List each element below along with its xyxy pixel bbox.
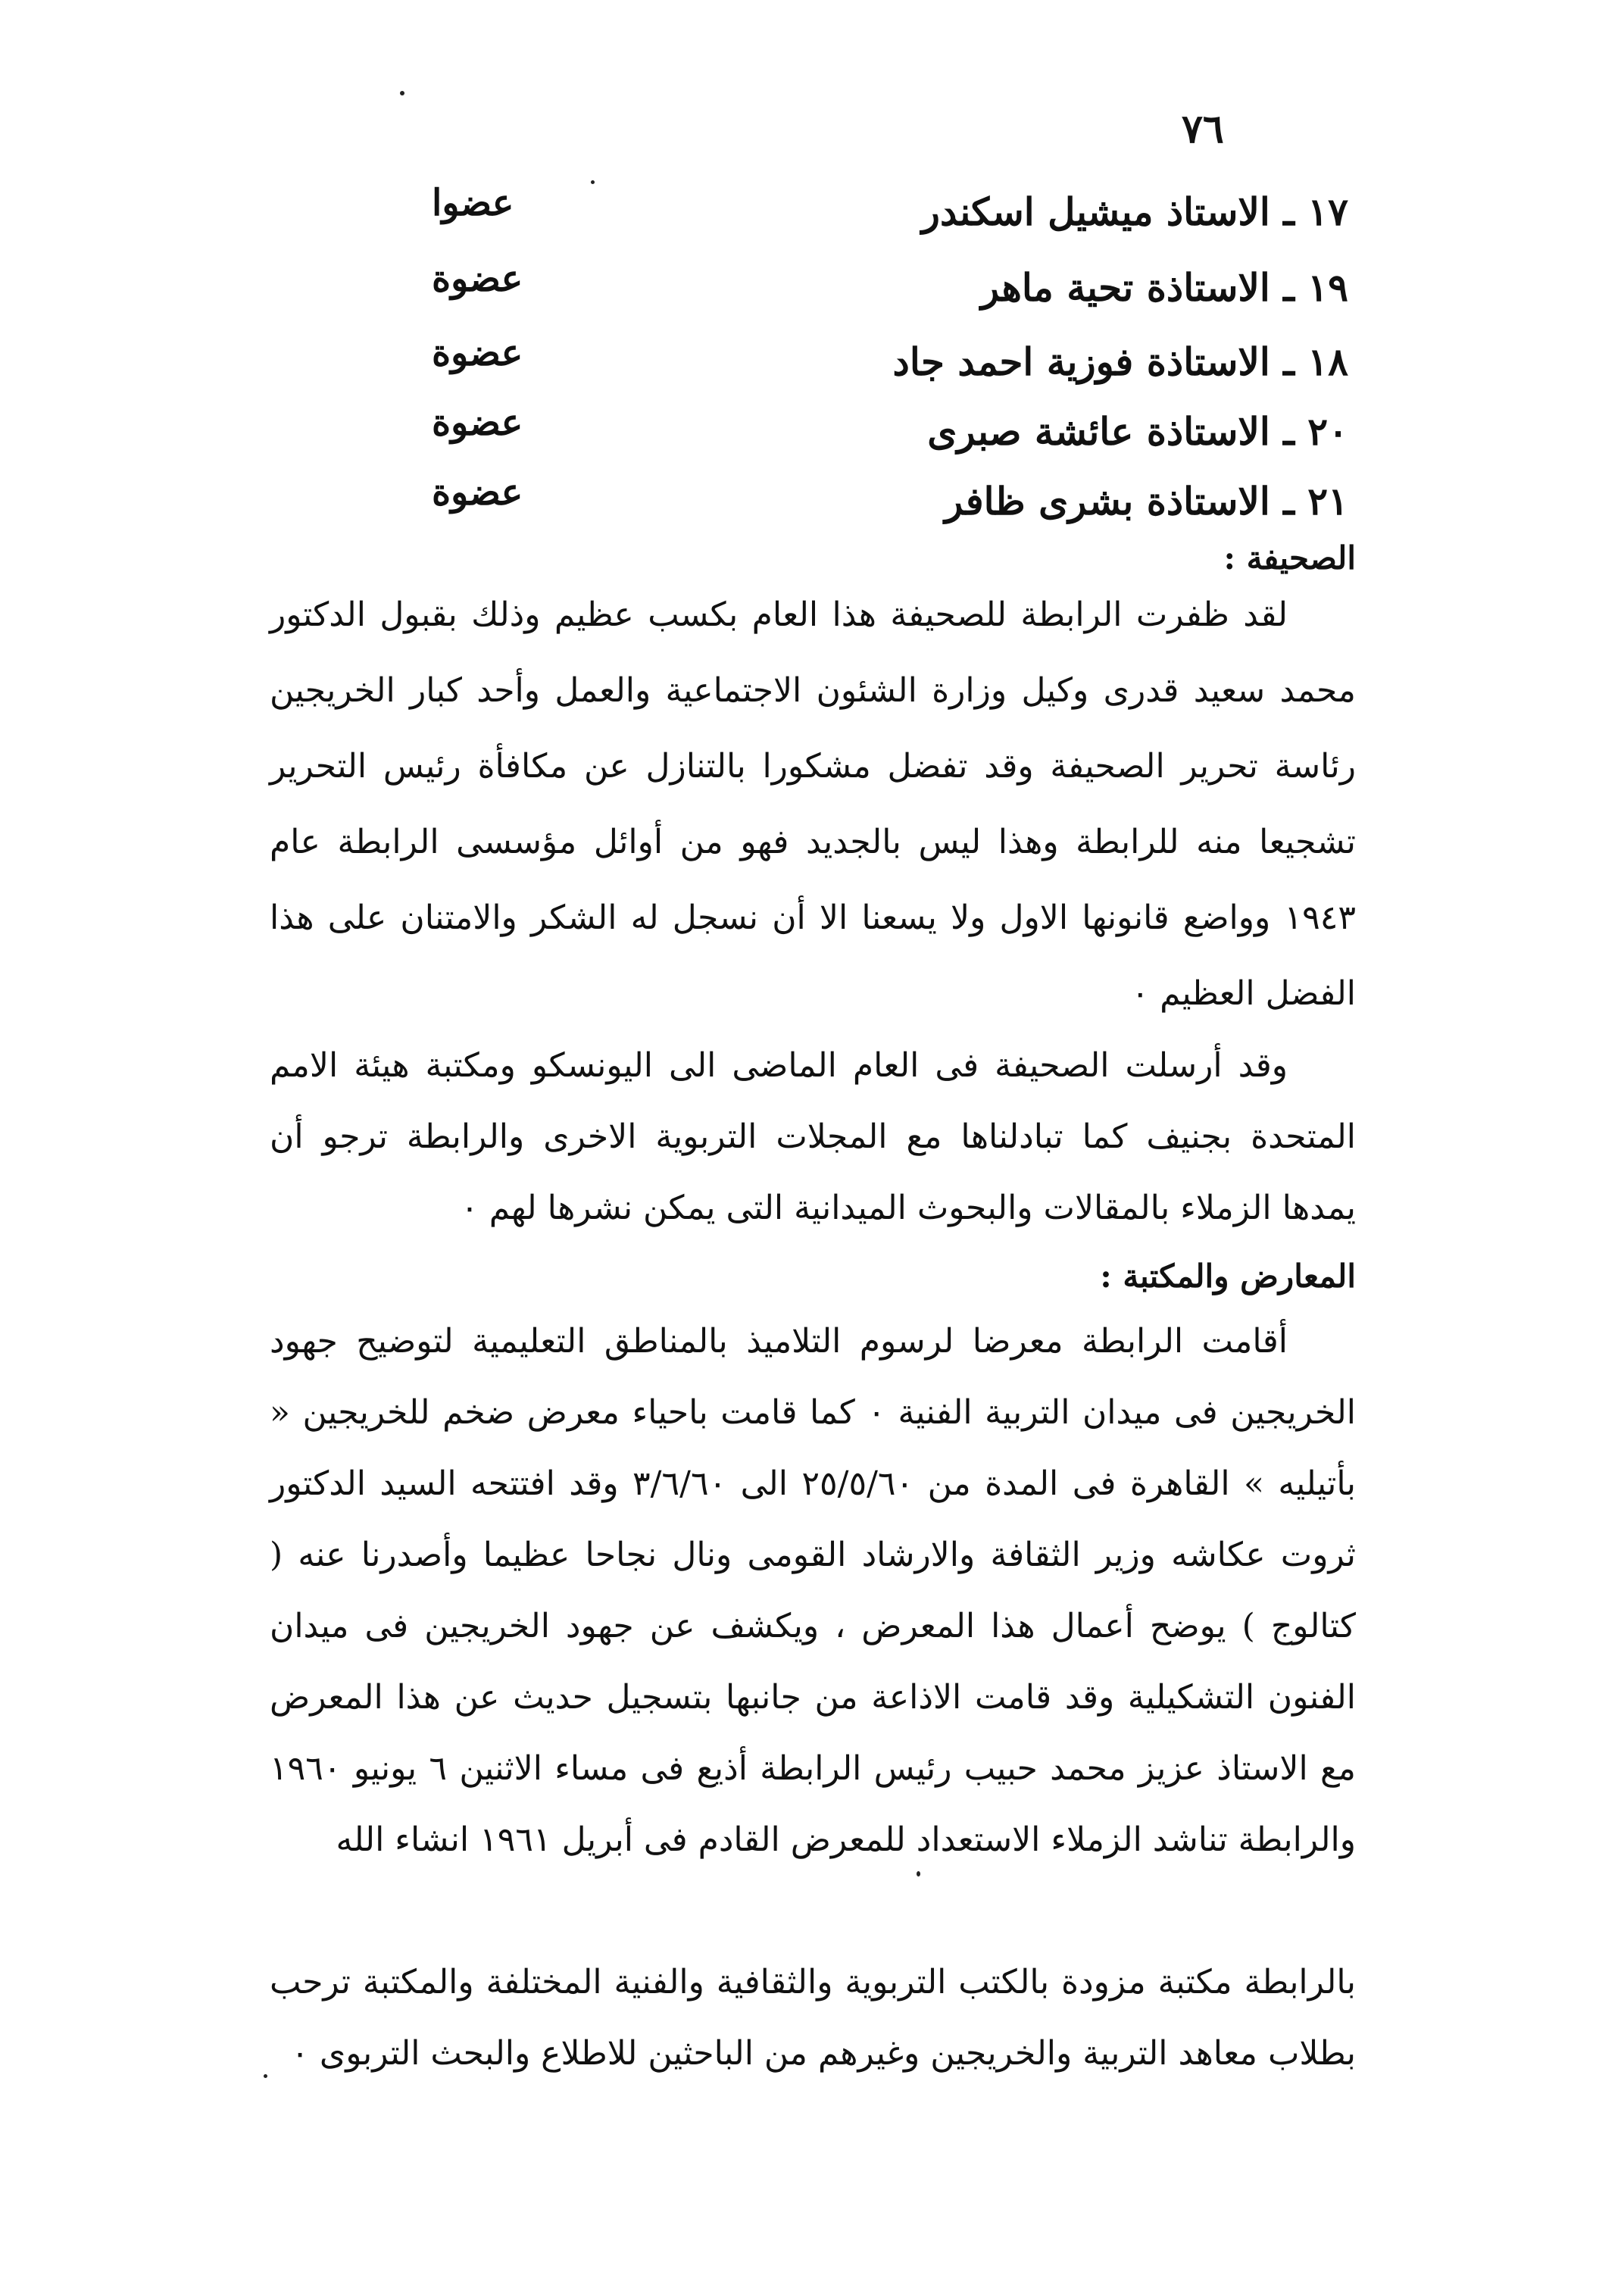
member-role: عضوة xyxy=(432,332,523,374)
member-row xyxy=(409,258,1348,333)
scan-speck xyxy=(264,2074,267,2078)
library-paragraph: بالرابطة مكتبة مزودة بالكتب التربوية والثقافية والفنية المختلفة والمكتبة ترحب بطلاب معاهد التربية والخريجين وغيرهم من الباحثين للاطلاع والبحث التربوى ٠ xyxy=(270,1963,1356,2073)
member-role: عضوة xyxy=(432,258,523,300)
newspaper-paragraph-1: لقد ظفرت الرابطة للصحيفة هذا العام بكسب عظيم وذلك بقبول الدكتور محمد سعيد قدرى وكيل وزارة الشئون الاجتماعية والعمل وأحد كبار الخريجين رئاسة تحرير الصحيفة وقد تفضل مشكورا بالتنازل عن مكافأة رئيس التحرير تشجيعا منه للرابطة وهذا ليس بالجديد فهو من أوائل مؤسسى الرابطة عام ١٩٤٣ وواضع قانونها الاول ولا يسعنا الا أن نسجل له الشكر والامتنان على هذا الفضل العظيم ٠ xyxy=(270,595,1356,1013)
member-name: ٢١ ـ الاستاذة بشرى ظافر xyxy=(945,479,1348,523)
scan-speck xyxy=(400,91,404,95)
member-role: عضوة xyxy=(432,471,523,514)
member-name: ١٧ ـ الاستاذ ميشيل اسكندر xyxy=(921,189,1348,234)
page-number: ٧٦ xyxy=(1182,106,1224,152)
member-row xyxy=(409,332,1348,408)
scan-speck xyxy=(917,1871,920,1876)
member-row xyxy=(409,182,1348,258)
member-name: ١٨ ـ الاستاذة فوزية احمد جاد xyxy=(892,339,1348,384)
member-row xyxy=(409,402,1348,477)
member-role: عضوا xyxy=(432,182,514,224)
member-name: ١٩ ـ الاستاذة تحية ماهر xyxy=(980,265,1348,310)
member-row xyxy=(409,471,1348,547)
exhibitions-paragraph-1: أقامت الرابطة معرضا لرسوم التلاميذ بالمناطق التعليمية لتوضيح جهود الخريجين فى ميدان التربية الفنية ٠ كما قامت باحياء معرض ضخم للخريجين « بأتيليه » القاهرة فى المدة من ٢٥/٥/٦٠ الى ٣/٦/٦٠ وقد افتتحه السيد الدكتور ثروت عكاشه وزير الثقافة والارشاد القومى ونال نجاحا عظيما وأصدرنا عنه ( كتالوج ) يوضح أعمال هذا المعرض ، ويكشف عن جهود الخريجين فى ميدان الفنون التشكيلية وقد قامت الاذاعة من جانبها بتسجيل حديث عن هذا المعرض مع الاستاذ عزيز محمد حبيب رئيس الرابطة أذيع فى مساء الاثنين ٦ يونيو ١٩٦٠ والرابطة تناشد الزملاء الاستعداد للمعرض القادم فى أبريل ١٩٦١ انشاء الله xyxy=(270,1322,1357,1859)
member-role: عضوة xyxy=(432,402,523,444)
section-heading-newspaper: الصحيفة : xyxy=(1223,539,1356,577)
newspaper-paragraph-2: وقد أرسلت الصحيفة فى العام الماضى الى اليونسكو ومكتبة هيئة الامم المتحدة بجنيف كما تبادلناها مع المجلات التربوية الاخرى والرابطة ترجو أن يمدها الزملاء بالمقالات والبحوث الميدانية التى يمكن نشرها لهم ٠ xyxy=(270,1046,1356,1227)
scan-speck xyxy=(591,180,595,184)
section-heading-exhibitions: المعارض والمكتبة : xyxy=(1100,1258,1356,1295)
member-name: ٢٠ ـ الاستاذة عائشة صبرى xyxy=(927,409,1348,454)
